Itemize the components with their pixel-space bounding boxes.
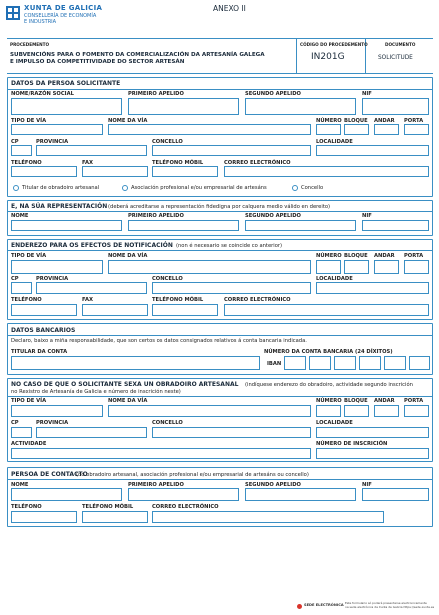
radio-association-label: Asociación profesional e/ou empresarial de artesáns — [131, 185, 267, 191]
notif-locality-field[interactable] — [316, 282, 429, 294]
workshop-title-rule — [7, 396, 433, 397]
notif-street-type-field[interactable] — [11, 260, 103, 274]
workshop-floor-label: ANDAR — [374, 398, 395, 404]
bank-section-title: DATOS BANCARIOS — [11, 327, 76, 334]
radio-artisan-workshop[interactable] — [13, 185, 19, 191]
notif-council-field[interactable] — [152, 282, 311, 294]
notif-postcode-label: CP — [11, 276, 19, 282]
representative-name-field[interactable] — [11, 220, 122, 231]
representative-section-title: E, NA SÚA REPRESENTACIÓN — [11, 203, 108, 210]
notif-fax-field[interactable] — [82, 304, 148, 316]
document-type: SOLICITUDE — [378, 55, 413, 61]
applicant-locality-label: LOCALIDADE — [316, 139, 353, 145]
applicant-surname1-field[interactable] — [128, 98, 239, 115]
applicant-name-label: NOME/RAZÓN SOCIAL — [11, 91, 74, 97]
notif-mobile-label: TELÉFONO MÓBIL — [152, 297, 204, 303]
contact-nif-label: NIF — [362, 482, 372, 488]
procedure-code-label: CÓDIGO DO PROCEDEMENTO — [300, 42, 368, 47]
applicant-door-label: PORTA — [404, 118, 424, 124]
iban-label: IBAN — [267, 361, 282, 367]
workshop-number-label: NÚMERO — [316, 398, 342, 404]
contact-section-title: PERSOA DE CONTACTO — [11, 471, 88, 478]
workshop-activity-label: ACTIVIDADE — [11, 441, 47, 447]
representative-nif-field[interactable] — [362, 220, 429, 231]
workshop-activity-field[interactable] — [11, 448, 311, 459]
applicant-nif-field[interactable] — [362, 98, 429, 115]
sede-icon — [297, 604, 302, 609]
contact-section-note: (do obradoiro artesanal, asociación profesional e/ou empresarial de artesáns ou concello) — [76, 472, 309, 478]
workshop-street-type-label: TIPO DE VÍA — [11, 398, 47, 404]
notif-floor-field[interactable] — [374, 260, 399, 274]
contact-surname1-field[interactable] — [128, 488, 239, 501]
workshop-council-field[interactable] — [152, 427, 311, 438]
radio-council[interactable] — [292, 185, 298, 191]
applicant-nif-label: NIF — [362, 91, 372, 97]
notif-email-field[interactable] — [224, 304, 429, 316]
iban-group-3[interactable] — [334, 356, 356, 370]
notif-street-name-label: NOME DA VÍA — [108, 253, 148, 259]
applicant-province-label: PROVINCIA — [36, 139, 69, 145]
radio-council-label: Concello — [301, 185, 324, 191]
applicant-locality-field[interactable] — [316, 145, 429, 156]
contact-nif-field[interactable] — [362, 488, 429, 501]
applicant-street-type-field[interactable] — [11, 124, 103, 135]
annex-title: ANEXO II — [213, 4, 246, 13]
workshop-street-name-field[interactable] — [108, 405, 311, 417]
notification-address-title: ENDEREZO PARA OS EFECTOS DE NOTIFICACIÓN — [11, 242, 173, 249]
procedure-title-line1: SUBVENCIÓNS PARA O FOMENTO DA COMERCIALIZACIÓN DA ARTESANÍA GALEGA — [10, 52, 265, 58]
applicant-street-type-label: TIPO DE VÍA — [11, 118, 47, 124]
applicant-section-title: DATOS DA PERSOA SOLICITANTE — [11, 80, 121, 87]
workshop-registration-label: NÚMERO DE INSCRICIÓN — [316, 441, 388, 447]
workshop-locality-label: LOCALIDADE — [316, 420, 353, 426]
contact-mobile-field[interactable] — [82, 511, 148, 523]
applicant-surname1-label: PRIMEIRO APELIDO — [128, 91, 184, 97]
footer-note-line1: Este formulario só poderá presentarse electronicamente — [345, 601, 427, 605]
workshop-locality-field[interactable] — [316, 427, 429, 438]
iban-group-6[interactable] — [409, 356, 430, 370]
applicant-council-field[interactable] — [152, 145, 311, 156]
contact-name-field[interactable] — [11, 488, 122, 501]
workshop-block-field[interactable] — [344, 405, 369, 417]
workshop-province-label: PROVINCIA — [36, 420, 69, 426]
applicant-street-name-label: NOME DA VÍA — [108, 118, 148, 124]
workshop-door-label: PORTA — [404, 398, 424, 404]
document-label: DOCUMENTO — [385, 42, 416, 47]
notif-mobile-field[interactable] — [152, 304, 218, 316]
notif-email-label: CORREO ELECTRÓNICO — [224, 297, 291, 303]
notif-number-field[interactable] — [316, 260, 341, 274]
applicant-council-label: CONCELLO — [152, 139, 183, 145]
procedure-title-line2: E IMPULSO DA COMPETITIVIDADE DO SECTOR ARTESÁN — [10, 59, 185, 65]
applicant-phone-field[interactable] — [11, 166, 77, 177]
bank-title-rule — [7, 335, 433, 336]
procedure-divider-1 — [296, 38, 297, 74]
notif-postcode-field[interactable] — [11, 282, 32, 294]
contact-surname2-label: SEGUNDO APELIDO — [245, 482, 301, 488]
workshop-note-line2: no Rexistro de Artesanía de Galicia e número de inscrición neste) — [11, 389, 181, 395]
workshop-registration-field[interactable] — [316, 448, 429, 459]
applicant-block-field[interactable] — [344, 124, 369, 135]
applicant-name-field[interactable] — [11, 98, 122, 115]
representative-surname2-field[interactable] — [245, 220, 356, 231]
xunta-logo-icon — [6, 5, 20, 19]
representative-name-label: NOME — [11, 213, 29, 219]
notif-floor-label: ANDAR — [374, 253, 395, 259]
applicant-fax-label: FAX — [82, 160, 93, 166]
applicant-province-field[interactable] — [36, 145, 147, 156]
notif-province-field[interactable] — [36, 282, 147, 294]
iban-group-1[interactable] — [284, 356, 306, 370]
account-holder-field[interactable] — [11, 356, 260, 370]
representative-surname1-label: PRIMEIRO APELIDO — [128, 213, 184, 219]
contact-title-rule — [7, 479, 433, 480]
account-holder-label: TITULAR DA CONTA — [11, 349, 68, 355]
notif-door-field[interactable] — [404, 260, 429, 274]
notif-phone-label: TELÉFONO — [11, 297, 42, 303]
applicant-mobile-field[interactable] — [152, 166, 218, 177]
notif-phone-field[interactable] — [11, 304, 77, 316]
representative-section-note: (deberá acreditarse a representación fidedigna por calquera medio válido en dereito) — [108, 204, 331, 210]
notif-door-label: PORTA — [404, 253, 424, 259]
contact-mobile-label: TELÉFONO MÓBIL — [82, 504, 134, 510]
applicant-number-label: NÚMERO — [316, 118, 342, 124]
org-name: XUNTA DE GALICIA — [24, 4, 103, 12]
workshop-floor-field[interactable] — [374, 405, 399, 417]
contact-phone-label: TELÉFONO — [11, 504, 42, 510]
applicant-block-label: BLOQUE — [344, 118, 368, 124]
representative-title-rule — [7, 211, 433, 212]
workshop-postcode-label: CP — [11, 420, 19, 426]
workshop-note-line1: (indíquese enderezo do obradoiro, actividade segundo inscrición — [245, 382, 413, 388]
contact-name-label: NOME — [11, 482, 29, 488]
contact-email-field[interactable] — [152, 511, 384, 523]
notification-address-note: (non é necesario se coincide co anterior) — [176, 243, 283, 249]
notification-title-rule — [7, 250, 433, 251]
applicant-phone-label: TELÉFONO — [11, 160, 42, 166]
applicant-email-field[interactable] — [224, 166, 429, 177]
applicant-fax-field[interactable] — [82, 166, 148, 177]
applicant-mobile-label: TELÉFONO MÓBIL — [152, 160, 204, 166]
workshop-door-field[interactable] — [404, 405, 429, 417]
account-number-label: NÚMERO DA CONTA BANCARIA (24 DÍXITOS) — [264, 349, 393, 355]
workshop-province-field[interactable] — [36, 427, 147, 438]
notif-block-label: BLOQUE — [344, 253, 368, 259]
procedure-code: IN201G — [311, 52, 345, 62]
representative-surname2-label: SEGUNDO APELIDO — [245, 213, 301, 219]
applicant-surname2-label: SEGUNDO APELIDO — [245, 91, 301, 97]
representative-surname1-field[interactable] — [128, 220, 239, 231]
notif-block-field[interactable] — [344, 260, 369, 274]
org-dept-line1: CONSELLERÍA DE ECONOMÍA — [24, 13, 97, 19]
contact-phone-field[interactable] — [11, 511, 77, 523]
applicant-surname2-field[interactable] — [245, 98, 356, 115]
applicant-email-label: CORREO ELECTRÓNICO — [224, 160, 291, 166]
applicant-floor-field[interactable] — [374, 124, 399, 135]
notif-street-type-label: TIPO DE VÍA — [11, 253, 47, 259]
contact-surname1-label: PRIMEIRO APELIDO — [128, 482, 184, 488]
workshop-street-type-field[interactable] — [11, 405, 103, 417]
iban-group-2[interactable] — [309, 356, 331, 370]
radio-artisan-workshop-label: Titular de obradoiro artesanal — [22, 185, 100, 191]
notif-province-label: PROVINCIA — [36, 276, 69, 282]
applicant-title-rule — [7, 89, 433, 90]
radio-association[interactable] — [122, 185, 128, 191]
applicant-door-field[interactable] — [404, 124, 429, 135]
procedure-label: PROCEDEMENTO — [10, 42, 50, 47]
applicant-street-name-field[interactable] — [108, 124, 311, 135]
workshop-council-label: CONCELLO — [152, 420, 183, 426]
org-dept-line2: E INDUSTRIA — [24, 19, 57, 25]
applicant-postcode-field[interactable] — [11, 145, 32, 156]
applicant-number-field[interactable] — [316, 124, 341, 135]
applicant-floor-label: ANDAR — [374, 118, 395, 124]
workshop-street-name-label: NOME DA VÍA — [108, 398, 148, 404]
notif-number-label: NÚMERO — [316, 253, 342, 259]
notif-locality-label: LOCALIDADE — [316, 276, 353, 282]
workshop-number-field[interactable] — [316, 405, 341, 417]
contact-email-label: CORREO ELECTRÓNICO — [152, 504, 219, 510]
contact-surname2-field[interactable] — [245, 488, 356, 501]
notif-fax-label: FAX — [82, 297, 93, 303]
representative-nif-label: NIF — [362, 213, 372, 219]
iban-group-4[interactable] — [359, 356, 381, 370]
notif-council-label: CONCELLO — [152, 276, 183, 282]
workshop-block-label: BLOQUE — [344, 398, 368, 404]
footer-note-line2: na sede electrónica da Xunta de Galicia https://sede.xunta.es — [345, 605, 435, 609]
workshop-postcode-field[interactable] — [11, 427, 32, 438]
sede-label: SEDE ELECTRÓNICA — [304, 603, 344, 607]
iban-group-5[interactable] — [384, 356, 406, 370]
applicant-postcode-label: CP — [11, 139, 19, 145]
bank-declaration: Declaro, baixo a miña responsabilidade, que son certos os datos consignados relativos á conta bancaria indicada. — [11, 338, 307, 344]
workshop-section-title: NO CASO DE QUE O SOLICITANTE SEXA UN OBRADOIRO ARTESANAL — [11, 381, 239, 388]
notif-street-name-field[interactable] — [108, 260, 311, 274]
